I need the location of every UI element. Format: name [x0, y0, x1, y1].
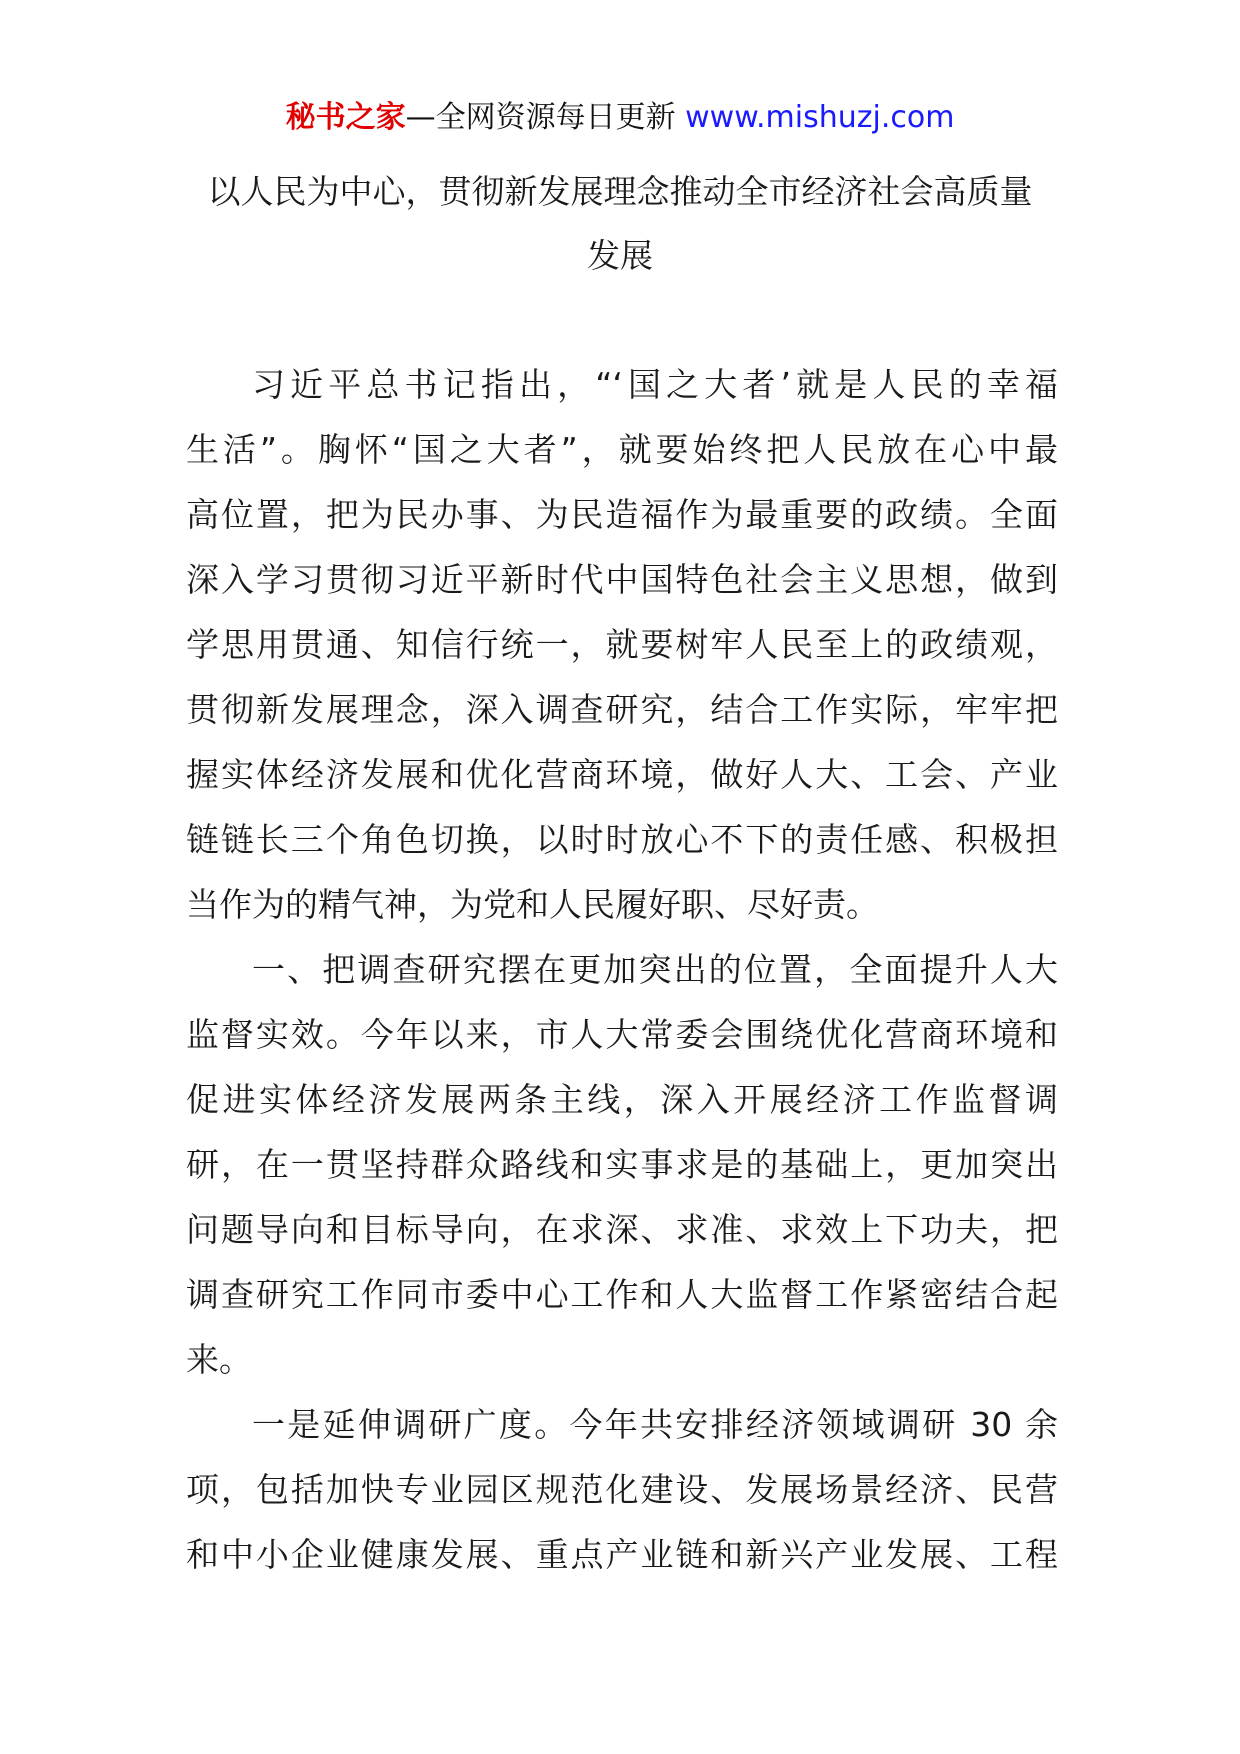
paragraph-line: 握实体经济发展和优化营商环境，做好人大、工会、产业: [186, 755, 1058, 794]
paragraph-line: 来。: [186, 1340, 252, 1379]
title-line: 以人民为中心，贯彻新发展理念推动全市经济社会高质量: [207, 172, 1033, 211]
title-line: 发展: [587, 236, 653, 275]
site-url-link[interactable]: www.mishuzj.com: [685, 100, 955, 135]
paragraph-line: 研，在一贯坚持群众路线和实事求是的基础上，更加突出: [186, 1145, 1058, 1184]
paragraph-line: 一是延伸调研广度。今年共安排经济领域调研 30 余: [252, 1405, 1058, 1444]
section-heading-line: 一、把调查研究摆在更加突出的位置，全面提升人大: [252, 950, 1058, 989]
paragraph-line: 习近平总书记指出，“‘国之大者’就是人民的幸福: [252, 365, 1058, 404]
paragraph-line: 生活”。胸怀“国之大者”，就要始终把人民放在心中最: [186, 430, 1058, 469]
paragraph-line: 学思用贯通、知信行统一，就要树牢人民至上的政绩观，: [186, 625, 1058, 664]
paragraph-line: 项，包括加快专业园区规范化建设、发展场景经济、民营: [186, 1470, 1058, 1509]
document-title: [180, 160, 1060, 288]
paragraph-line: 监督实效。今年以来，市人大常委会围绕优化营商环境和: [186, 1015, 1058, 1054]
paragraph-line: 问题导向和目标导向，在求深、求准、求效上下功夫，把: [186, 1210, 1058, 1249]
header-tagline: —全网资源每日更新: [405, 100, 676, 135]
brand-name: 秘书之家: [285, 100, 406, 135]
paragraph-line: 当作为的精气神，为党和人民履好职、尽好责。: [186, 885, 879, 924]
paragraph-line: 促进实体经济发展两条主线，深入开展经济工作监督调: [186, 1080, 1058, 1119]
paragraph-line: 调查研究工作同市委中心工作和人大监督工作紧密结合起: [186, 1275, 1058, 1314]
paragraph-line: 高位置，把为民办事、为民造福作为最重要的政绩。全面: [186, 495, 1058, 534]
site-header: [0, 98, 1240, 138]
paragraph-line: 和中小企业健康发展、重点产业链和新兴产业发展、工程: [186, 1535, 1058, 1574]
paragraph-line: 深入学习贯彻习近平新时代中国特色社会主义思想，做到: [186, 560, 1058, 599]
paragraph-line: 链链长三个角色切换，以时时放心不下的责任感、积极担: [186, 820, 1058, 859]
document-body: [186, 352, 1058, 1587]
paragraph-line: 贯彻新发展理念，深入调查研究，结合工作实际，牢牢把: [186, 690, 1058, 729]
